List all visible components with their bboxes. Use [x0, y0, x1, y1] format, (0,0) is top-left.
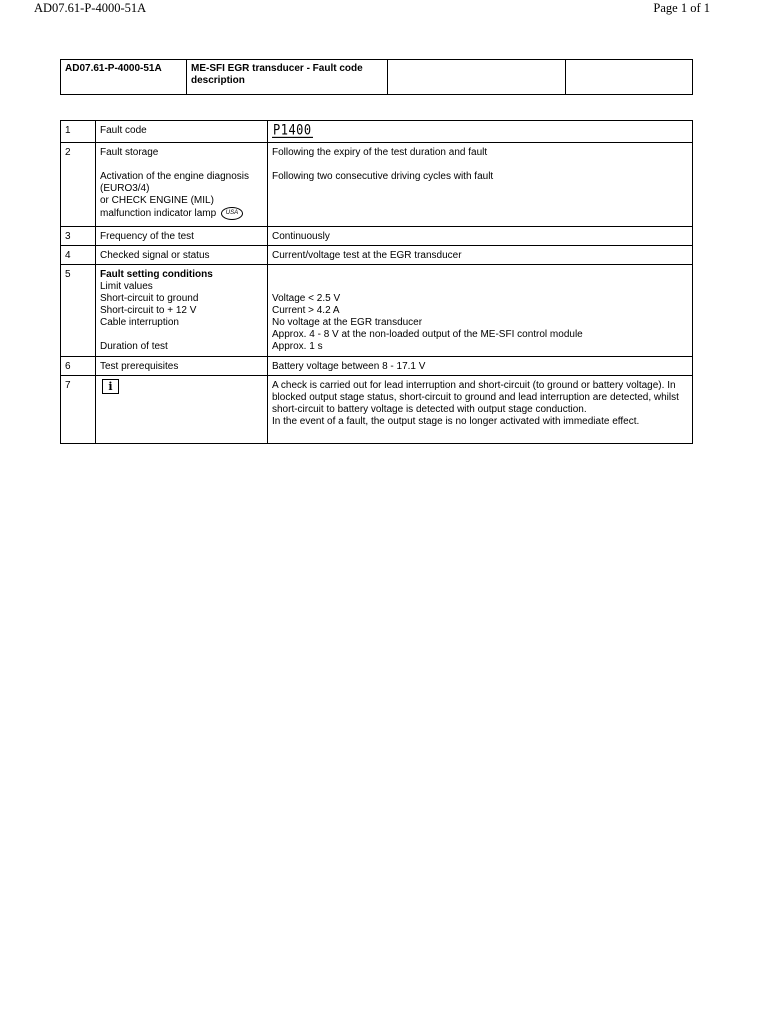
table-row: [61, 357, 693, 376]
fault-code-value: P1400: [273, 121, 312, 138]
row-number: 3: [61, 227, 96, 246]
limit-values-label: Limit values: [100, 281, 153, 292]
row-value: Current/voltage test at the EGR transducer: [268, 246, 693, 265]
check-description: A check is carried out for lead interruption and short-circuit (to ground or battery voltage). In blocked output stage status, short-circuit to ground and lead interruption are detected, whilst short-circuit to battery voltage is detected with output stage conduction.: [272, 380, 679, 415]
row-number: 2: [61, 143, 96, 227]
title-row: [61, 60, 693, 95]
header-doc-id: AD07.61-P-4000-51A: [34, 1, 147, 15]
table-row: [61, 227, 693, 246]
driving-cycles-value: Following two consecutive driving cycles with fault: [272, 171, 494, 182]
table-row: [61, 376, 693, 444]
no-voltage-value: No voltage at the EGR transducer: [272, 317, 423, 328]
table-row: [61, 246, 693, 265]
row-value: Continuously: [268, 227, 693, 246]
row-number: 1: [61, 121, 96, 143]
fault-setting-heading: Fault setting conditions: [100, 269, 213, 280]
fault-storage-label: Fault storage: [100, 147, 159, 158]
row-number: 6: [61, 357, 96, 376]
row-label: [96, 265, 268, 357]
row-value: [268, 265, 693, 357]
title-cell-empty-1: [388, 60, 566, 95]
row-label: Frequency of the test: [96, 227, 268, 246]
fault-storage-value: Following the expiry of the test duration and fault: [272, 147, 488, 158]
non-loaded-value: Approx. 4 - 8 V at the non-loaded output of the ME-SFI control module: [272, 329, 583, 340]
current-value: Current > 4.2 A: [272, 305, 340, 316]
info-icon: i: [102, 379, 119, 394]
header-page-number: Page 1 of 1: [653, 1, 710, 15]
duration-value: Approx. 1 s: [272, 341, 323, 352]
row-label: Fault code: [96, 121, 268, 143]
table-row: [61, 265, 693, 357]
row-label: [96, 143, 268, 227]
row-label: [96, 376, 268, 444]
title-table: [60, 59, 693, 95]
check-engine-label: or CHECK ENGINE (MIL): [100, 195, 214, 206]
table-row: [61, 143, 693, 227]
mil-label: malfunction indicator lamp: [100, 208, 217, 219]
row-value: [268, 121, 693, 143]
fault-effect-description: In the event of a fault, the output stage is no longer activated with immediate effect.: [272, 416, 640, 427]
cable-interruption-label: Cable interruption: [100, 317, 179, 328]
duration-label: Duration of test: [100, 341, 168, 352]
row-value: [268, 376, 693, 444]
row-number: 4: [61, 246, 96, 265]
row-label: Test prerequisites: [96, 357, 268, 376]
row-number: 7: [61, 376, 96, 444]
title-doc-id: AD07.61-P-4000-51A: [61, 60, 187, 95]
mil-label-line: [100, 207, 263, 220]
table-row: [61, 121, 693, 143]
title-cell-empty-2: [566, 60, 693, 95]
row-value: Battery voltage between 8 - 17.1 V: [268, 357, 693, 376]
engine-diagnosis-label: Activation of the engine diagnosis (EURO3/4): [100, 171, 249, 194]
title-description: ME-SFI EGR transducer - Fault code description: [187, 60, 388, 95]
row-number: 5: [61, 265, 96, 357]
fault-table: [60, 120, 693, 444]
short-ground-label: Short-circuit to ground: [100, 293, 199, 304]
row-value: [268, 143, 693, 227]
row-label: Checked signal or status: [96, 246, 268, 265]
short-12v-label: Short-circuit to + 12 V: [100, 305, 197, 316]
voltage-value: Voltage < 2.5 V: [272, 293, 341, 304]
usa-icon: USA: [221, 207, 243, 220]
